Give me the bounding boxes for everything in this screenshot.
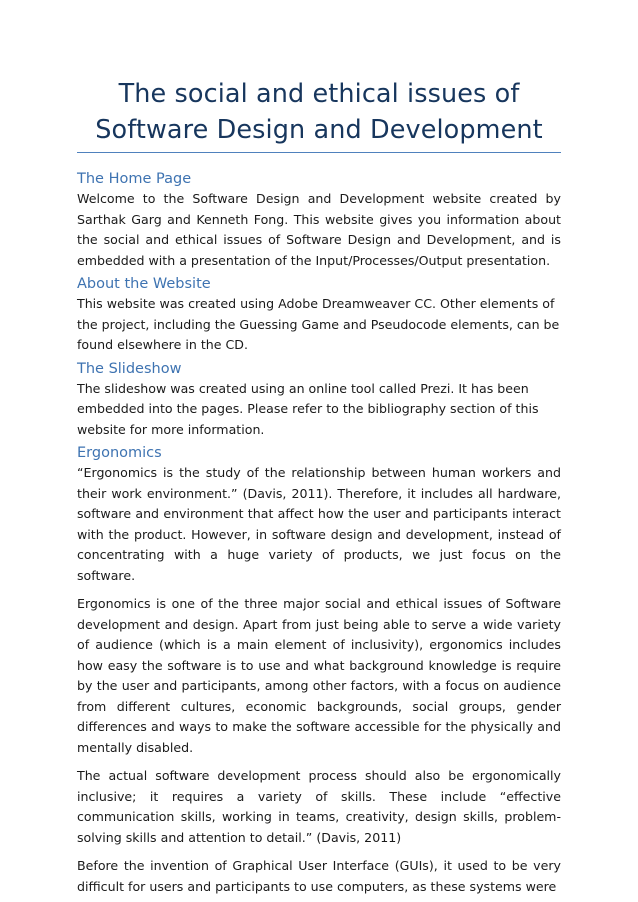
section-heading-ergonomics: Ergonomics xyxy=(77,445,162,461)
document-title xyxy=(77,76,561,153)
section-heading-slideshow: The Slideshow xyxy=(77,360,182,377)
ergonomics-paragraph-4: Before the invention of Graphical User Interface (GUIs), it used to be very difficult for users and participants to use computers, as these systems were xyxy=(77,858,561,894)
document-title-line-2: Software Design and Development xyxy=(95,115,543,145)
home-page-paragraph: Welcome to the Software Design and Development website created by Sarthak Garg and Kenneth Fong. This website gives you information about the social and ethical issues of Software Design and Development, and is embedded with a presentation of the Input/Processes/Output presentation. xyxy=(77,191,561,268)
section-heading-home-page: The Home Page xyxy=(77,171,192,187)
about-website-paragraph: This website was created using Adobe Dreamweaver CC. Other elements of the project, including the Guessing Game and Pseudocode elements, can be found elsewhere in the CD. xyxy=(77,296,560,352)
ergonomics-paragraph-2: Ergonomics is one of the three major social and ethical issues of Software development and design. Apart from just being able to serve a wide variety of audience (which is a main element of inclusivity), ergonomics includes how easy the software is to use and what background knowledge is require by the user and participants, among other factors, with a focus on audience from different cultures, economic backgrounds, social groups, gender differences and ways to make the software accessible for the physically and mentally disabled. xyxy=(77,596,561,755)
ergonomics-paragraph-3: The actual software development process should also be ergonomically inclusive; it requires a variety of skills. These include “effective communication skills, working in teams, creativity, design skills, problem-solving skills and attention to detail.” (Davis, 2011) xyxy=(77,768,561,845)
ergonomics-paragraph-1: “Ergonomics is the study of the relationship between human workers and their work environment.” (Davis, 2011). Therefore, it includes all hardware, software and environment that affect how the user and participants interact with the product. However, in software design and development, instead of concentrating with a huge variety of products, we just focus on the software. xyxy=(77,465,561,583)
document-title-line-1: The social and ethical issues of xyxy=(118,79,520,109)
document-page xyxy=(77,76,561,897)
section-heading-about-website: About the Website xyxy=(77,276,211,292)
slideshow-paragraph: The slideshow was created using an online tool called Prezi. It has been embedded into the pages. Please refer to the bibliography section of this website for more information. xyxy=(77,380,539,437)
